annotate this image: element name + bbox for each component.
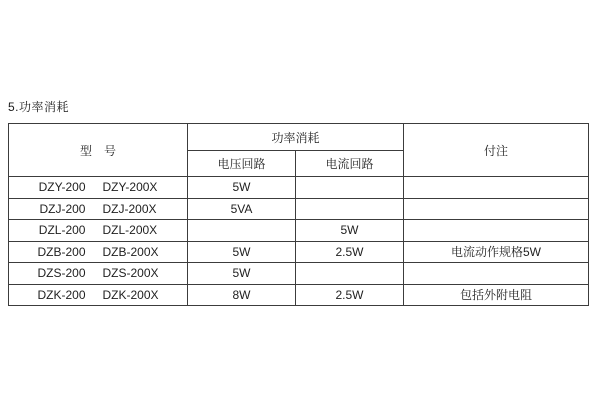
model-cell — [9, 263, 188, 285]
header-notes: 付注 — [404, 124, 589, 177]
header-current-circuit: 电流回路 — [296, 151, 404, 177]
current-cell: 5W — [296, 220, 404, 242]
model-name-x: DZJ-200X — [102, 201, 157, 216]
model-name-x: DZY-200X — [102, 180, 158, 195]
note-cell — [404, 220, 589, 242]
note-cell — [404, 198, 589, 220]
voltage-cell: 5VA — [188, 198, 296, 220]
model-name: DZJ-200 — [39, 201, 86, 216]
model-name: DZL-200 — [38, 223, 86, 238]
model-name-x: DZK-200X — [102, 287, 159, 302]
table-row — [9, 284, 589, 306]
model-cell — [9, 241, 188, 263]
table-row — [9, 220, 589, 242]
note-cell — [404, 263, 589, 285]
model-name: DZS-200 — [37, 266, 86, 281]
voltage-cell: 5W — [188, 263, 296, 285]
header-voltage-circuit: 电压回路 — [188, 151, 296, 177]
header-model: 型 号 — [9, 124, 188, 177]
voltage-cell: 8W — [188, 284, 296, 306]
voltage-cell: 5W — [188, 241, 296, 263]
model-name: DZB-200 — [37, 244, 86, 259]
table-row — [9, 198, 589, 220]
table-row — [9, 177, 589, 199]
header-power-group: 功率消耗 — [188, 124, 404, 151]
section-title: 5.功率消耗 — [8, 100, 70, 114]
model-name: DZK-200 — [37, 287, 86, 302]
note-cell: 包括外附电阻 — [404, 284, 589, 306]
table-header-row-1 — [9, 124, 589, 151]
current-cell: 2.5W — [296, 284, 404, 306]
note-cell: 电流动作规格5W — [404, 241, 589, 263]
model-name-x: DZB-200X — [102, 244, 159, 259]
current-cell: 2.5W — [296, 241, 404, 263]
model-name-x: DZS-200X — [102, 266, 159, 281]
model-cell — [9, 284, 188, 306]
current-cell — [296, 198, 404, 220]
current-cell — [296, 263, 404, 285]
model-cell — [9, 177, 188, 199]
voltage-cell: 5W — [188, 177, 296, 199]
note-cell — [404, 177, 589, 199]
voltage-cell — [188, 220, 296, 242]
model-name-x: DZL-200X — [102, 223, 158, 238]
model-cell — [9, 198, 188, 220]
current-cell — [296, 177, 404, 199]
power-consumption-table — [8, 123, 589, 306]
model-name: DZY-200 — [38, 180, 86, 195]
model-cell — [9, 220, 188, 242]
table-row — [9, 263, 589, 285]
table-row — [9, 241, 589, 263]
